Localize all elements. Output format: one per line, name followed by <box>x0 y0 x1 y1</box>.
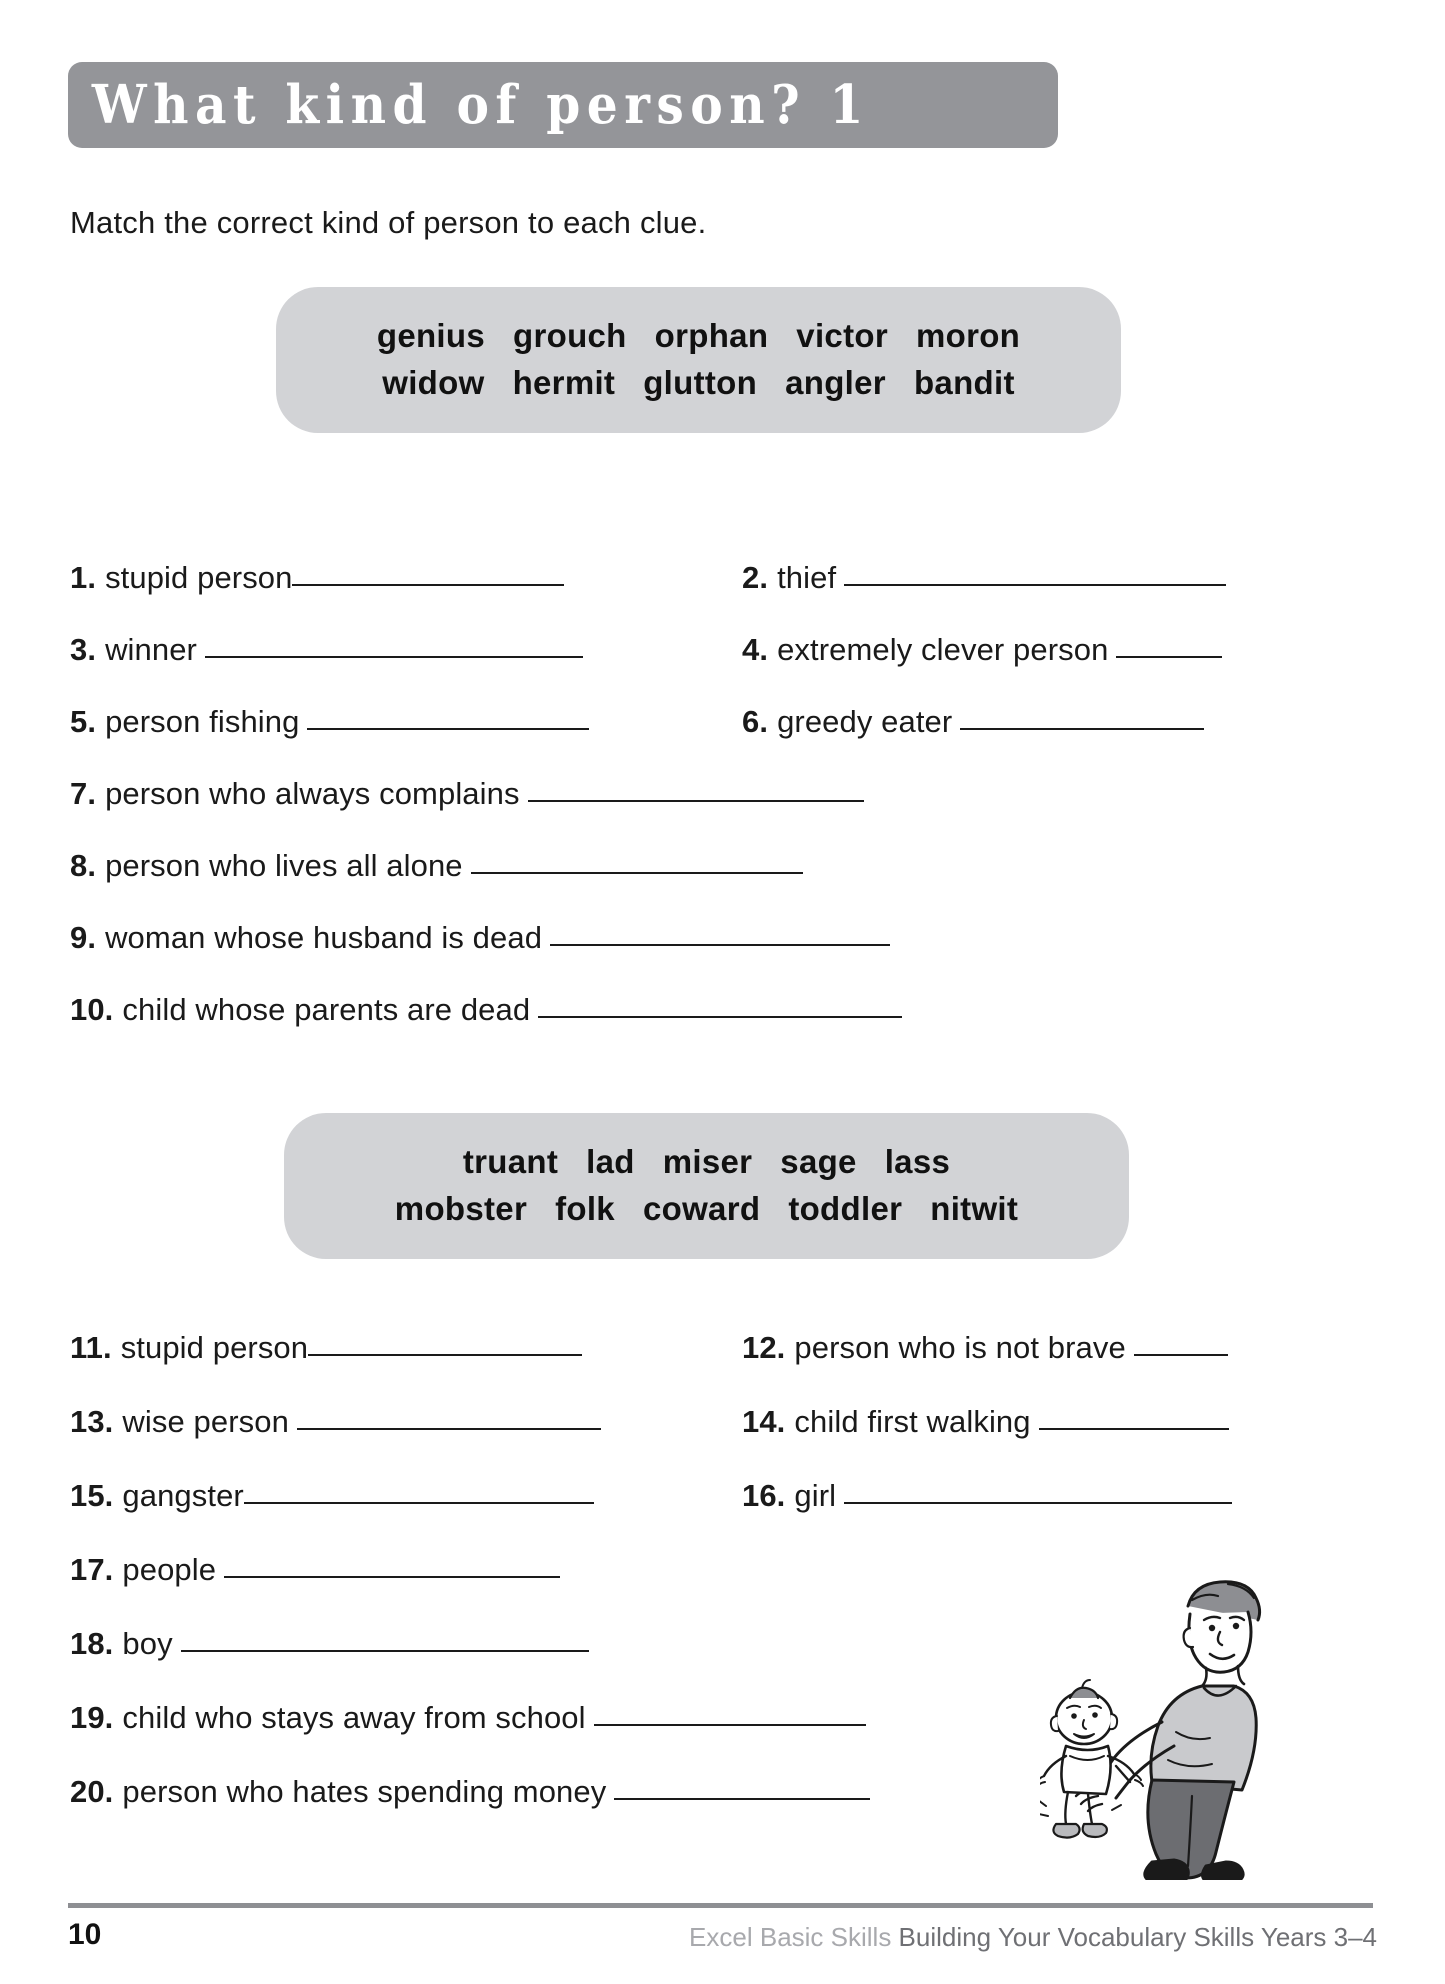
question-number: 19. <box>70 1700 114 1735</box>
word-bank-word: glutton <box>643 364 758 401</box>
question-clue: person who lives all alone <box>105 848 463 883</box>
question-number: 14. <box>742 1404 786 1439</box>
answer-blank[interactable] <box>1116 630 1222 658</box>
question-line <box>70 992 902 1028</box>
question-14 <box>742 1404 1229 1440</box>
word-bank-word: mobster <box>394 1190 528 1227</box>
word-bank-word: sage <box>780 1143 857 1181</box>
answer-blank[interactable] <box>224 1550 560 1578</box>
question-line <box>70 1404 601 1440</box>
answer-blank[interactable] <box>297 1402 601 1430</box>
question-line <box>742 632 1222 668</box>
question-6 <box>742 704 1204 740</box>
question-12 <box>742 1330 1228 1366</box>
answer-blank[interactable] <box>181 1624 589 1652</box>
page-title-banner <box>68 62 1058 148</box>
question-clue: woman whose husband is dead <box>105 920 543 955</box>
question-clue: stupid person <box>120 1330 309 1365</box>
question-clue: people <box>122 1552 217 1587</box>
question-20 <box>70 1774 870 1810</box>
question-clue: stupid person <box>105 560 293 595</box>
footer-credit <box>689 1922 1377 1953</box>
question-10 <box>70 992 902 1028</box>
question-clue: winner <box>105 632 197 667</box>
question-line <box>742 1330 1228 1366</box>
answer-blank[interactable] <box>960 702 1204 730</box>
question-line <box>70 848 803 884</box>
question-line <box>70 920 890 956</box>
word-bank-word: lass <box>884 1143 951 1181</box>
answer-blank[interactable] <box>550 918 890 946</box>
question-line <box>70 632 583 668</box>
question-1 <box>70 560 564 596</box>
question-9 <box>70 920 890 956</box>
question-line <box>742 704 1204 740</box>
answer-blank[interactable] <box>614 1772 870 1800</box>
answer-blank[interactable] <box>1039 1402 1229 1430</box>
question-number: 20. <box>70 1774 114 1809</box>
word-bank-word: nitwit <box>930 1190 1019 1227</box>
question-18 <box>70 1626 589 1662</box>
answer-blank[interactable] <box>471 846 803 874</box>
word-bank-word: lad <box>586 1143 635 1181</box>
question-clue: gangster <box>122 1478 244 1513</box>
man-and-toddler-illustration <box>1040 1570 1370 1880</box>
question-19 <box>70 1700 866 1736</box>
answer-blank[interactable] <box>1134 1328 1228 1356</box>
question-13 <box>70 1404 601 1440</box>
word-bank-word: coward <box>642 1190 761 1227</box>
word-bank-2 <box>284 1113 1129 1259</box>
word-bank-word: moron <box>915 317 1021 355</box>
answer-blank[interactable] <box>528 774 864 802</box>
page-title: What kind of person? 1 <box>91 73 870 136</box>
answer-blank[interactable] <box>844 558 1226 586</box>
question-clue: thief <box>777 560 837 595</box>
question-clue: person fishing <box>105 704 300 739</box>
question-7 <box>70 776 864 812</box>
question-4 <box>742 632 1222 668</box>
instruction-text: Match the correct kind of person to each clue. <box>70 205 707 240</box>
question-clue: girl <box>794 1478 837 1513</box>
footer-divider <box>68 1903 1373 1908</box>
question-number: 13. <box>70 1404 114 1439</box>
answer-blank[interactable] <box>538 990 902 1018</box>
word-bank-1-row-1 <box>363 313 1034 360</box>
question-3 <box>70 632 583 668</box>
footer-series: Building Your Vocabulary Skills Years 3–4 <box>891 1922 1377 1952</box>
question-number: 7. <box>70 776 97 811</box>
question-line <box>742 1478 1232 1514</box>
word-bank-word: orphan <box>654 317 769 355</box>
answer-blank[interactable] <box>244 1476 594 1504</box>
question-line <box>70 1700 866 1736</box>
answer-blank[interactable] <box>292 558 564 586</box>
answer-blank[interactable] <box>308 1328 582 1356</box>
question-line <box>742 560 1226 596</box>
question-15 <box>70 1478 594 1514</box>
question-5 <box>70 704 589 740</box>
question-clue: wise person <box>122 1404 289 1439</box>
question-number: 6. <box>742 704 769 739</box>
question-number: 8. <box>70 848 97 883</box>
word-bank-word: miser <box>662 1143 753 1181</box>
question-line <box>70 1552 560 1588</box>
question-clue: boy <box>122 1626 173 1661</box>
question-17 <box>70 1552 560 1588</box>
question-line <box>70 776 864 812</box>
word-bank-word: victor <box>796 317 888 355</box>
question-line <box>70 1626 589 1662</box>
question-line <box>70 1478 594 1514</box>
word-bank-word: toddler <box>788 1190 903 1227</box>
question-clue: person who hates spending money <box>122 1774 607 1809</box>
footer-brand: Excel Basic Skills <box>689 1922 892 1952</box>
question-number: 15. <box>70 1478 114 1513</box>
question-number: 10. <box>70 992 114 1027</box>
word-bank-2-row-1 <box>449 1139 964 1186</box>
answer-blank[interactable] <box>594 1698 866 1726</box>
question-16 <box>742 1478 1232 1514</box>
word-bank-word: folk <box>555 1190 615 1227</box>
question-number: 18. <box>70 1626 114 1661</box>
question-line <box>70 560 564 596</box>
page-number: 10 <box>68 1918 102 1951</box>
word-bank-1 <box>276 287 1121 433</box>
word-bank-word: hermit <box>512 364 616 401</box>
question-number: 1. <box>70 560 97 595</box>
answer-blank[interactable] <box>205 630 583 658</box>
question-clue: extremely clever person <box>777 632 1109 667</box>
question-clue: person who is not brave <box>794 1330 1126 1365</box>
question-number: 3. <box>70 632 97 667</box>
question-line <box>70 1774 870 1810</box>
question-line <box>70 1330 582 1366</box>
question-line <box>742 1404 1229 1440</box>
word-bank-2-row-2 <box>381 1186 1032 1233</box>
question-clue: child whose parents are dead <box>122 992 531 1027</box>
word-bank-word: angler <box>785 364 886 401</box>
question-8 <box>70 848 803 884</box>
question-clue: child who stays away from school <box>122 1700 586 1735</box>
word-bank-word: bandit <box>913 364 1015 401</box>
word-bank-word: widow <box>382 364 485 401</box>
question-number: 12. <box>742 1330 786 1365</box>
question-number: 11. <box>70 1330 112 1365</box>
word-bank-word: truant <box>462 1143 559 1181</box>
question-11 <box>70 1330 582 1366</box>
question-number: 9. <box>70 920 97 955</box>
question-line <box>70 704 589 740</box>
question-2 <box>742 560 1226 596</box>
question-clue: person who always complains <box>105 776 520 811</box>
word-bank-word: grouch <box>513 317 627 355</box>
question-clue: child first walking <box>794 1404 1031 1439</box>
question-number: 2. <box>742 560 769 595</box>
question-number: 16. <box>742 1478 786 1513</box>
answer-blank[interactable] <box>307 702 589 730</box>
word-bank-word: genius <box>376 317 486 355</box>
question-number: 4. <box>742 632 769 667</box>
question-clue: greedy eater <box>777 704 953 739</box>
answer-blank[interactable] <box>844 1476 1232 1504</box>
word-bank-1-row-2 <box>368 360 1029 407</box>
question-number: 5. <box>70 704 97 739</box>
question-number: 17. <box>70 1552 114 1587</box>
